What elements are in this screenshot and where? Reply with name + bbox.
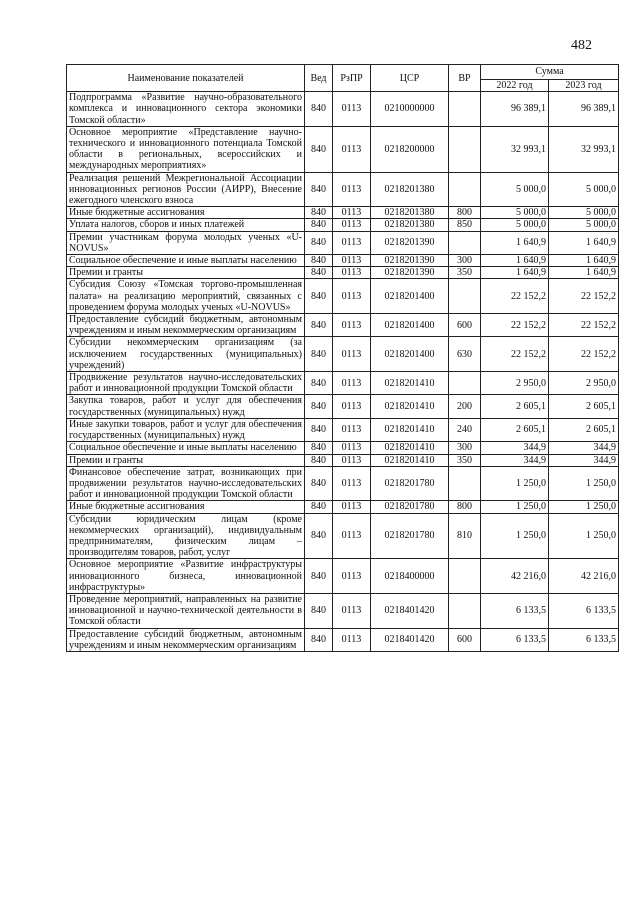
row-rzpr: 0113: [333, 255, 371, 267]
row-name: Субсидии юридическим лицам (кроме некоммерческих организаций), индивидуальным предпринимателям, физическим лицам – производителям товаров, работ, услуг: [67, 513, 305, 559]
header-vr: ВР: [449, 65, 481, 92]
row-ved: 840: [305, 559, 333, 594]
row-vr: [449, 92, 481, 127]
row-rzpr: 0113: [333, 219, 371, 231]
row-sum-2022: 42 216,0: [481, 559, 549, 594]
row-vr: 350: [449, 454, 481, 466]
row-csr: 0218201390: [371, 231, 449, 254]
row-csr: 0218201780: [371, 501, 449, 513]
row-sum-2023: 344,9: [549, 442, 619, 454]
row-csr: 0218401420: [371, 628, 449, 651]
row-name: Основное мероприятие «Развитие инфраструктуры инновационного бизнеса, инновационной инфраструктуры»: [67, 559, 305, 594]
row-name: Подпрограмма «Развитие научно-образовательного комплекса и инновационного сектора экономики Томской области»: [67, 92, 305, 127]
row-name: Социальное обеспечение и иные выплаты населению: [67, 442, 305, 454]
row-vr: [449, 466, 481, 501]
row-ved: 840: [305, 231, 333, 254]
row-rzpr: 0113: [333, 231, 371, 254]
row-sum-2022: 6 133,5: [481, 593, 549, 628]
row-csr: 0218401420: [371, 593, 449, 628]
row-sum-2022: 1 640,9: [481, 255, 549, 267]
row-ved: 840: [305, 454, 333, 466]
row-name: Основное мероприятие «Представление научно-технического и инновационного потенциала Томской области в региональных, всероссийских и международных мероприятиях»: [67, 126, 305, 172]
table-row: [67, 501, 619, 513]
row-sum-2022: 344,9: [481, 442, 549, 454]
table-row: [67, 372, 619, 395]
row-ved: 840: [305, 418, 333, 441]
table-row: [67, 466, 619, 501]
row-sum-2023: 5 000,0: [549, 207, 619, 219]
row-rzpr: 0113: [333, 267, 371, 279]
table-row: [67, 454, 619, 466]
row-rzpr: 0113: [333, 466, 371, 501]
row-csr: 0218201410: [371, 372, 449, 395]
row-ved: 840: [305, 207, 333, 219]
row-name: Реализация решений Межрегиональной Ассоциации инновационных регионов России (АИРР), Внесение ежегодного членского взноса: [67, 172, 305, 207]
row-ved: 840: [305, 92, 333, 127]
row-name: Иные закупки товаров, работ и услуг для обеспечения государственных (муниципальных) нужд: [67, 418, 305, 441]
row-vr: 600: [449, 628, 481, 651]
row-sum-2022: 2 605,1: [481, 418, 549, 441]
row-csr: 0218201380: [371, 207, 449, 219]
row-sum-2023: 32 993,1: [549, 126, 619, 172]
table-row: [67, 231, 619, 254]
row-rzpr: 0113: [333, 559, 371, 594]
row-sum-2022: 5 000,0: [481, 219, 549, 231]
row-csr: 0218201390: [371, 255, 449, 267]
row-vr: 350: [449, 267, 481, 279]
row-sum-2023: 1 640,9: [549, 231, 619, 254]
row-name: Иные бюджетные ассигнования: [67, 207, 305, 219]
table-row: [67, 92, 619, 127]
row-sum-2023: 6 133,5: [549, 593, 619, 628]
row-name: Премии и гранты: [67, 267, 305, 279]
row-ved: 840: [305, 513, 333, 559]
row-sum-2023: 5 000,0: [549, 219, 619, 231]
row-sum-2022: 344,9: [481, 454, 549, 466]
row-sum-2023: 2 950,0: [549, 372, 619, 395]
row-name: Финансовое обеспечение затрат, возникающих при продвижении результатов научно-исследовательских работ и инновационной продукции Томской области: [67, 466, 305, 501]
row-sum-2022: 22 152,2: [481, 314, 549, 337]
row-ved: 840: [305, 593, 333, 628]
row-rzpr: 0113: [333, 279, 371, 314]
row-sum-2023: 1 250,0: [549, 466, 619, 501]
row-sum-2023: 344,9: [549, 454, 619, 466]
table-row: [67, 279, 619, 314]
row-sum-2023: 1 640,9: [549, 267, 619, 279]
table-row: [67, 172, 619, 207]
row-vr: 800: [449, 501, 481, 513]
row-csr: 0218201400: [371, 314, 449, 337]
row-vr: 850: [449, 219, 481, 231]
row-ved: 840: [305, 126, 333, 172]
header-rzpr: РзПР: [333, 65, 371, 92]
row-csr: 0218400000: [371, 559, 449, 594]
page-number: 482: [571, 38, 592, 53]
row-ved: 840: [305, 337, 333, 372]
budget-table: [66, 64, 619, 652]
row-sum-2023: 22 152,2: [549, 279, 619, 314]
row-sum-2022: 5 000,0: [481, 172, 549, 207]
row-name: Предоставление субсидий бюджетным, автономным учреждениям и иным некоммерческим организациям: [67, 628, 305, 651]
row-csr: 0218201410: [371, 418, 449, 441]
row-csr: 0218201780: [371, 466, 449, 501]
row-vr: 810: [449, 513, 481, 559]
row-ved: 840: [305, 442, 333, 454]
row-name: Уплата налогов, сборов и иных платежей: [67, 219, 305, 231]
row-csr: 0218201780: [371, 513, 449, 559]
row-sum-2022: 5 000,0: [481, 207, 549, 219]
row-ved: 840: [305, 501, 333, 513]
row-vr: [449, 593, 481, 628]
row-rzpr: 0113: [333, 92, 371, 127]
row-csr: 0210000000: [371, 92, 449, 127]
row-vr: 600: [449, 314, 481, 337]
row-rzpr: 0113: [333, 126, 371, 172]
table-row: [67, 593, 619, 628]
row-ved: 840: [305, 372, 333, 395]
header-row: [67, 65, 619, 80]
row-sum-2022: 1 640,9: [481, 267, 549, 279]
table-row: [67, 126, 619, 172]
row-sum-2022: 1 640,9: [481, 231, 549, 254]
header-sum: Сумма: [481, 65, 619, 80]
row-name: Социальное обеспечение и иные выплаты населению: [67, 255, 305, 267]
row-rzpr: 0113: [333, 207, 371, 219]
row-rzpr: 0113: [333, 337, 371, 372]
row-vr: 240: [449, 418, 481, 441]
row-sum-2023: 22 152,2: [549, 337, 619, 372]
row-csr: 0218201410: [371, 442, 449, 454]
row-vr: [449, 126, 481, 172]
row-csr: 0218201410: [371, 395, 449, 418]
row-rzpr: 0113: [333, 593, 371, 628]
row-name: Субсидия Союзу «Томская торгово-промышленная палата» на реализацию мероприятий, связанных с проведением форума молодых ученых «U-NOVUS»: [67, 279, 305, 314]
row-sum-2022: 2 605,1: [481, 395, 549, 418]
row-name: Закупка товаров, работ и услуг для обеспечения государственных (муниципальных) нужд: [67, 395, 305, 418]
table-row: [67, 442, 619, 454]
table-row: [67, 395, 619, 418]
row-csr: 0218201380: [371, 172, 449, 207]
row-rzpr: 0113: [333, 395, 371, 418]
row-ved: 840: [305, 314, 333, 337]
row-vr: 630: [449, 337, 481, 372]
row-sum-2022: 1 250,0: [481, 466, 549, 501]
header-2022: 2022 год: [481, 80, 549, 92]
row-sum-2022: 96 389,1: [481, 92, 549, 127]
row-vr: [449, 231, 481, 254]
row-name: Иные бюджетные ассигнования: [67, 501, 305, 513]
row-sum-2022: 22 152,2: [481, 279, 549, 314]
table-body: [67, 92, 619, 652]
row-rzpr: 0113: [333, 513, 371, 559]
table-row: [67, 418, 619, 441]
row-ved: 840: [305, 219, 333, 231]
table-row: [67, 207, 619, 219]
row-csr: 0218200000: [371, 126, 449, 172]
row-sum-2023: 1 250,0: [549, 513, 619, 559]
row-vr: [449, 559, 481, 594]
row-sum-2023: 96 389,1: [549, 92, 619, 127]
row-ved: 840: [305, 172, 333, 207]
row-vr: [449, 279, 481, 314]
row-csr: 0218201400: [371, 337, 449, 372]
row-sum-2022: 1 250,0: [481, 513, 549, 559]
row-csr: 0218201390: [371, 267, 449, 279]
row-name: Предоставление субсидий бюджетным, автономным учреждениям и иным некоммерческим организациям: [67, 314, 305, 337]
row-rzpr: 0113: [333, 501, 371, 513]
table-row: [67, 314, 619, 337]
row-rzpr: 0113: [333, 172, 371, 207]
row-sum-2023: 42 216,0: [549, 559, 619, 594]
table-row: [67, 219, 619, 231]
row-sum-2023: 1 640,9: [549, 255, 619, 267]
row-vr: 800: [449, 207, 481, 219]
row-sum-2022: 32 993,1: [481, 126, 549, 172]
row-vr: 300: [449, 442, 481, 454]
row-sum-2022: 2 950,0: [481, 372, 549, 395]
table-row: [67, 255, 619, 267]
row-ved: 840: [305, 466, 333, 501]
row-sum-2022: 6 133,5: [481, 628, 549, 651]
header-csr: ЦСР: [371, 65, 449, 92]
row-ved: 840: [305, 395, 333, 418]
table-row: [67, 559, 619, 594]
row-sum-2023: 1 250,0: [549, 501, 619, 513]
row-csr: 0218201410: [371, 454, 449, 466]
row-rzpr: 0113: [333, 628, 371, 651]
header-2023: 2023 год: [549, 80, 619, 92]
row-sum-2023: 6 133,5: [549, 628, 619, 651]
row-vr: [449, 372, 481, 395]
row-name: Субсидии некоммерческим организациям (за исключением государственных (муниципальных) учреждений): [67, 337, 305, 372]
row-rzpr: 0113: [333, 454, 371, 466]
row-rzpr: 0113: [333, 314, 371, 337]
header-ved: Вед: [305, 65, 333, 92]
row-rzpr: 0113: [333, 442, 371, 454]
table-row: [67, 337, 619, 372]
row-csr: 0218201400: [371, 279, 449, 314]
row-ved: 840: [305, 255, 333, 267]
table-row: [67, 513, 619, 559]
row-ved: 840: [305, 267, 333, 279]
row-sum-2023: 2 605,1: [549, 418, 619, 441]
row-rzpr: 0113: [333, 418, 371, 441]
row-sum-2023: 22 152,2: [549, 314, 619, 337]
row-sum-2023: 5 000,0: [549, 172, 619, 207]
row-name: Премии участникам форума молодых ученых «U-NOVUS»: [67, 231, 305, 254]
row-vr: [449, 172, 481, 207]
row-sum-2023: 2 605,1: [549, 395, 619, 418]
header-name: Наименование показателей: [67, 65, 305, 92]
row-name: Премии и гранты: [67, 454, 305, 466]
row-name: Продвижение результатов научно-исследовательских работ и инновационной продукции Томской области: [67, 372, 305, 395]
row-ved: 840: [305, 628, 333, 651]
table-row: [67, 628, 619, 651]
row-name: Проведение мероприятий, направленных на развитие инновационной и научно-технической деятельности в Томской области: [67, 593, 305, 628]
row-sum-2022: 22 152,2: [481, 337, 549, 372]
row-sum-2022: 1 250,0: [481, 501, 549, 513]
row-vr: 300: [449, 255, 481, 267]
row-vr: 200: [449, 395, 481, 418]
row-ved: 840: [305, 279, 333, 314]
row-csr: 0218201380: [371, 219, 449, 231]
table-row: [67, 267, 619, 279]
row-rzpr: 0113: [333, 372, 371, 395]
